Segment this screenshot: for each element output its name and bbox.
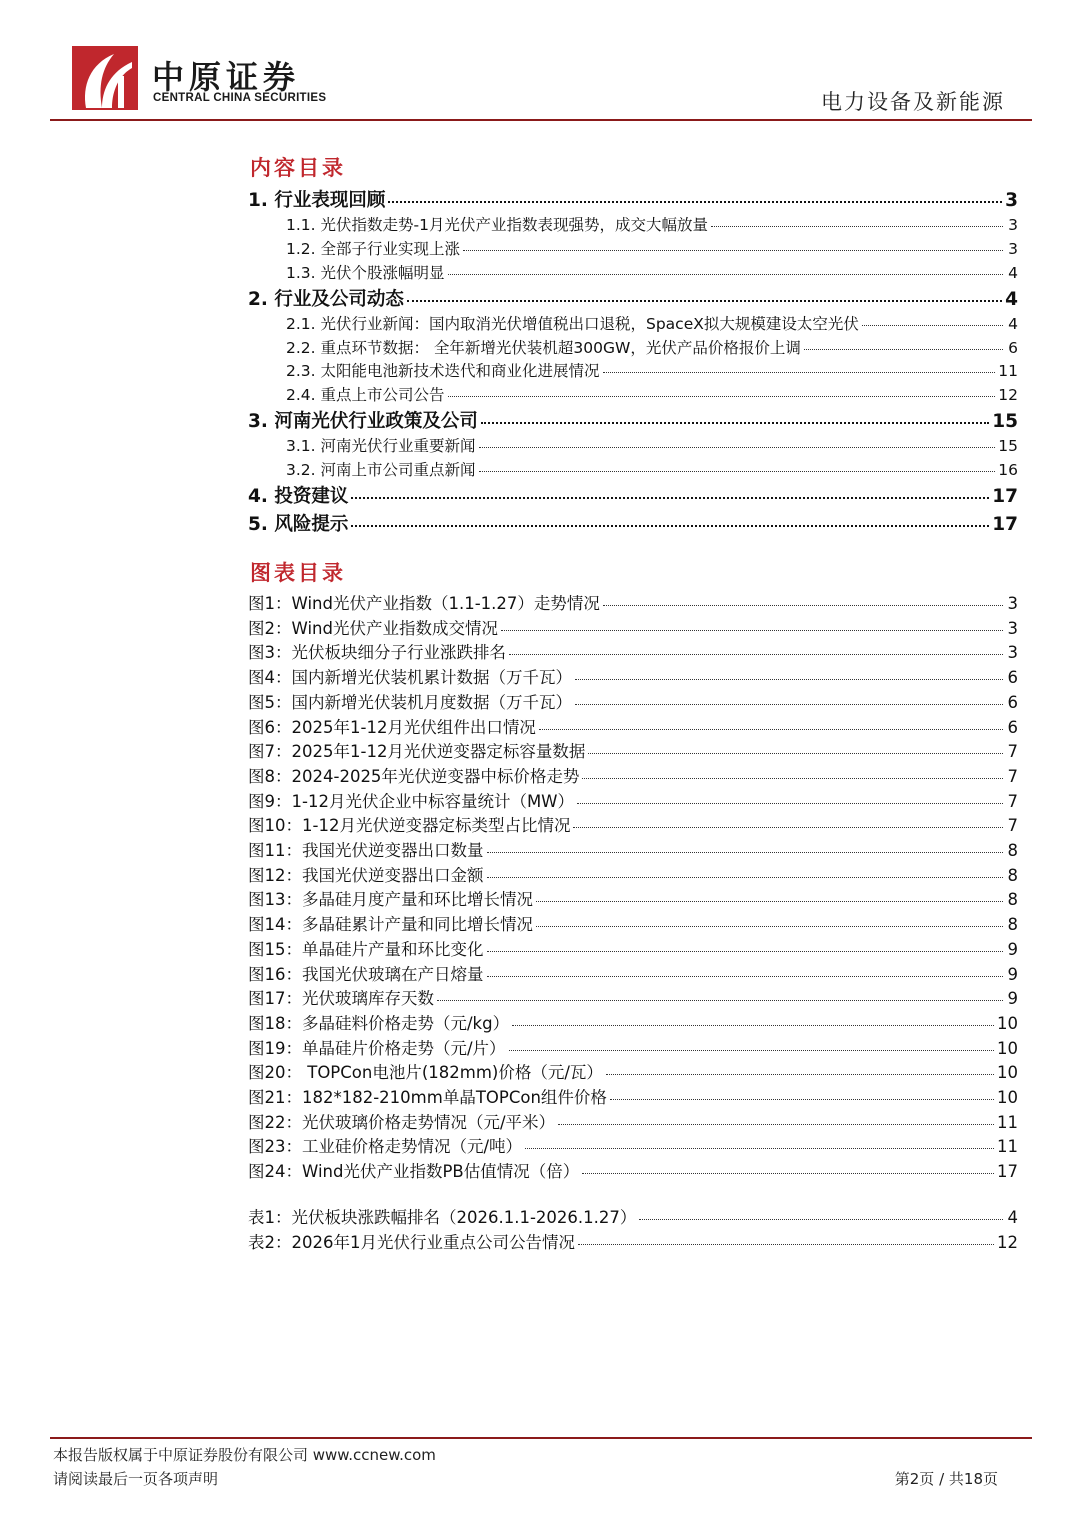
toc-entry-label: 4. 投资建议: [248, 486, 349, 507]
figure-entry-label: 图10：1-12月光伏逆变器定标类型占比情况: [248, 816, 571, 836]
toc-entry-label: 2.2. 重点环节数据： 全年新增光伏装机超300GW，光伏产品价格报价上调: [286, 339, 801, 357]
figure-entry[interactable]: [248, 1035, 1018, 1059]
toc-entry[interactable]: [286, 458, 1018, 480]
toc-entry-page: 16: [998, 461, 1018, 479]
header-divider: [50, 119, 1032, 121]
report-sector: 电力设备及新能源: [821, 90, 1005, 114]
figure-entry-label: 图20： TOPCon电池片(182mm)价格（元/瓦）: [248, 1063, 603, 1083]
toc-entry[interactable]: [248, 510, 1018, 536]
table-entry-page: 12: [997, 1233, 1018, 1252]
leader-dots: [525, 1147, 994, 1149]
toc-entry-label: 2.4. 重点上市公司公告: [286, 386, 445, 404]
figure-entry[interactable]: [248, 1158, 1018, 1182]
figure-entry-label: 图21：182*182-210mm单晶TOPCon组件价格: [248, 1088, 607, 1107]
leader-dots: [448, 395, 996, 397]
leader-dots: [582, 1172, 994, 1174]
figure-entry[interactable]: [248, 590, 1018, 614]
toc-entry-label: 5. 风险提示: [248, 514, 349, 535]
leader-dots: [512, 1024, 994, 1026]
figure-entry[interactable]: [248, 886, 1018, 910]
figure-entry-label: 图3：光伏板块细分子行业涨跌排名: [248, 643, 506, 663]
figure-entry-page: 6: [1007, 692, 1018, 712]
figure-entry-page: 11: [997, 1112, 1018, 1132]
toc-entry-page: 15: [998, 437, 1018, 455]
figure-entry-label: 图7：2025年1-12月光伏逆变器定标容量数据: [248, 742, 586, 762]
leader-dots: [487, 851, 1004, 853]
leader-dots: [539, 728, 1003, 730]
company-logo-chinese: 中原证券: [152, 58, 301, 96]
figure-entry[interactable]: [248, 985, 1018, 1009]
toc-entry-label: 1.2. 全部子行业实现上涨: [286, 240, 461, 258]
leader-dots: [407, 299, 1002, 302]
figure-entry-page: 3: [1007, 643, 1018, 663]
toc-entry[interactable]: [286, 434, 1018, 456]
figure-entry-page: 8: [1007, 865, 1018, 885]
figure-entry-page: 9: [1007, 964, 1018, 984]
toc-entry-label: 3.2. 河南上市公司重点新闻: [286, 461, 476, 479]
toc-entry-label: 1.1. 光伏指数走势-1月光伏产业指数表现强势，成交大幅放量: [286, 216, 708, 234]
leader-dots: [639, 1218, 1003, 1220]
leader-dots: [588, 752, 1003, 754]
toc-entry[interactable]: [286, 359, 1018, 381]
toc-entry-page: 12: [998, 386, 1018, 404]
figure-entry[interactable]: [248, 1059, 1018, 1083]
contents-title: 内容目录: [250, 155, 346, 180]
toc-entry-page: 6: [1008, 339, 1018, 357]
figure-entry-page: 6: [1007, 717, 1018, 737]
figure-entry-label: 图17：光伏玻璃库存天数: [248, 989, 434, 1009]
leader-dots: [610, 1098, 994, 1100]
leader-dots: [862, 324, 1003, 326]
figure-entry-label: 图2：Wind光伏产业指数成交情况: [248, 618, 498, 638]
toc-entry-label: 3. 河南光伏行业政策及公司: [248, 411, 478, 432]
toc-entry-page: 4: [1008, 264, 1018, 282]
figure-entry-label: 图23：工业硅价格走势情况（元/吨）: [248, 1137, 523, 1157]
figure-entry-page: 6: [1007, 668, 1018, 688]
toc-entry[interactable]: [286, 312, 1018, 334]
figure-entry-page: 10: [997, 1063, 1018, 1083]
figure-entry[interactable]: [248, 689, 1018, 713]
toc-entry-page: 3: [1005, 190, 1018, 211]
toc-entry-page: 4: [1008, 315, 1018, 333]
toc-entry-page: 3: [1008, 216, 1018, 234]
figure-entry-page: 11: [997, 1137, 1018, 1157]
figure-entry[interactable]: [248, 911, 1018, 935]
leader-dots: [603, 604, 1003, 606]
figure-entry-label: 图13：多晶硅月度产量和环比增长情况: [248, 890, 533, 910]
figure-entry-page: 7: [1007, 766, 1018, 786]
figure-entry[interactable]: [248, 961, 1018, 985]
figure-entry-label: 图19：单晶硅片价格走势（元/片）: [248, 1038, 506, 1058]
figure-entry-page: 17: [997, 1162, 1018, 1182]
toc-entry[interactable]: [286, 213, 1018, 235]
leader-dots: [558, 1123, 994, 1125]
leader-dots: [509, 653, 1003, 655]
toc-entry[interactable]: [248, 407, 1018, 433]
leader-dots: [479, 446, 996, 448]
toc-entry-label: 2.1. 光伏行业新闻：国内取消光伏增值税出口退税，SpaceX拟大规模建设太空光伏: [286, 315, 859, 333]
leader-dots: [804, 348, 1003, 350]
leader-dots: [578, 1243, 994, 1245]
leader-dots: [536, 925, 1003, 927]
leader-dots: [575, 703, 1003, 705]
figures-title: 图表目录: [250, 560, 346, 585]
leader-dots: [351, 524, 989, 527]
figure-entry-label: 图14：多晶硅累计产量和同比增长情况: [248, 915, 533, 935]
toc-entry-page: 15: [992, 411, 1018, 432]
figure-entry-page: 3: [1007, 618, 1018, 638]
figure-entry[interactable]: [248, 763, 1018, 787]
figure-entry-page: 9: [1007, 939, 1018, 959]
figure-entry-label: 图12：我国光伏逆变器出口金额: [248, 865, 484, 885]
figure-entry-page: 8: [1007, 890, 1018, 910]
toc-entry[interactable]: [286, 336, 1018, 358]
leader-dots: [582, 777, 1003, 779]
toc-entry-page: 3: [1008, 240, 1018, 258]
toc-entry[interactable]: [286, 261, 1018, 283]
figure-entry[interactable]: [248, 664, 1018, 688]
figure-entry-label: 图8：2024-2025年光伏逆变器中标价格走势: [248, 766, 580, 786]
leader-dots: [487, 975, 1004, 977]
figure-entry[interactable]: [248, 1133, 1018, 1157]
figure-entry[interactable]: [248, 862, 1018, 886]
table-entry[interactable]: [248, 1204, 1018, 1228]
figure-entry[interactable]: [248, 812, 1018, 836]
figure-entry[interactable]: [248, 837, 1018, 861]
figure-entry-page: 9: [1007, 989, 1018, 1009]
figure-entry-label: 图24：Wind光伏产业指数PB估值情况（倍）: [248, 1162, 580, 1182]
toc-entry[interactable]: [248, 482, 1018, 508]
figure-entry-label: 图15：单晶硅片产量和环比变化: [248, 939, 484, 959]
leader-dots: [711, 225, 1003, 227]
figure-entry-page: 10: [997, 1038, 1018, 1058]
toc-entry[interactable]: [248, 186, 1018, 212]
leader-dots: [573, 826, 1003, 828]
table-entry-page: 4: [1007, 1208, 1018, 1227]
leader-dots: [448, 273, 1003, 275]
leader-dots: [575, 678, 1003, 680]
leader-dots: [603, 371, 996, 373]
figure-entry[interactable]: [248, 1084, 1018, 1108]
leader-dots: [463, 249, 1003, 251]
leader-dots: [481, 421, 989, 424]
figure-entry-label: 图9：1-12月光伏企业中标容量统计（MW）: [248, 791, 574, 811]
figure-entry-label: 图11：我国光伏逆变器出口数量: [248, 841, 484, 860]
central-china-securities-logo-icon: [72, 46, 138, 110]
table-entry-label: 表2：2026年1月光伏行业重点公司公告情况: [248, 1233, 575, 1252]
leader-dots: [536, 900, 1003, 902]
figure-entry[interactable]: [248, 936, 1018, 960]
company-logo-english: CENTRAL CHINA SECURITIES: [153, 92, 327, 104]
leader-dots: [577, 802, 1003, 804]
toc-entry-label: 1.3. 光伏个股涨幅明显: [286, 264, 445, 282]
figure-entry-page: 7: [1007, 791, 1018, 811]
figure-entry-label: 图1：Wind光伏产业指数（1.1-1.27）走势情况: [248, 594, 600, 613]
toc-entry-label: 2. 行业及公司动态: [248, 289, 404, 310]
figure-entry[interactable]: [248, 639, 1018, 663]
figure-entry-label: 图16：我国光伏玻璃在产日熔量: [248, 964, 484, 984]
figure-entry[interactable]: [248, 615, 1018, 639]
leader-dots: [437, 999, 1003, 1001]
figure-entry-page: 3: [1007, 594, 1018, 613]
figure-entry-label: 图6：2025年1-12月光伏组件出口情况: [248, 717, 536, 737]
table-entry-label: 表1：光伏板块涨跌幅排名（2026.1.1-2026.1.27）: [248, 1208, 637, 1227]
figure-entry[interactable]: [248, 714, 1018, 738]
leader-dots: [388, 200, 1002, 203]
figure-entry-page: 8: [1007, 841, 1018, 860]
toc-entry-label: 2.3. 太阳能电池新技术迭代和商业化进展情况: [286, 362, 600, 380]
toc-entry-page: 4: [1005, 289, 1018, 310]
figure-entry-page: 10: [997, 1088, 1018, 1107]
toc-entry-page: 11: [998, 362, 1018, 380]
leader-dots: [501, 629, 1003, 631]
toc-entry-page: 17: [992, 486, 1018, 507]
figure-entry-page: 10: [997, 1013, 1018, 1033]
leader-dots: [479, 470, 996, 472]
toc-entry-page: 17: [992, 514, 1018, 535]
figure-entry-page: 8: [1007, 915, 1018, 935]
figure-entry[interactable]: [248, 1109, 1018, 1133]
page-number: 第2页 / 共18页: [894, 1470, 998, 1488]
footer-divider: [50, 1437, 1032, 1439]
copyright-notice: 本报告版权属于中原证券股份有限公司 www.ccnew.com: [53, 1446, 436, 1464]
figure-entry-page: 7: [1007, 816, 1018, 836]
figure-entry-label: 图18：多晶硅料价格走势（元/kg）: [248, 1013, 510, 1033]
figure-entry-page: 7: [1007, 742, 1018, 762]
disclaimer-note: 请阅读最后一页各项声明: [53, 1470, 219, 1488]
leader-dots: [487, 950, 1004, 952]
leader-dots: [487, 876, 1004, 878]
toc-entry-label: 3.1. 河南光伏行业重要新闻: [286, 437, 476, 455]
toc-entry-label: 1. 行业表现回顾: [248, 190, 386, 211]
table-entry[interactable]: [248, 1229, 1018, 1253]
toc-entry[interactable]: [286, 383, 1018, 405]
figure-entry[interactable]: [248, 738, 1018, 762]
figure-entry-label: 图22：光伏玻璃价格走势情况（元/平米）: [248, 1112, 556, 1132]
figure-entry[interactable]: [248, 788, 1018, 812]
figure-entry[interactable]: [248, 1010, 1018, 1034]
toc-entry[interactable]: [286, 237, 1018, 259]
leader-dots: [351, 496, 989, 499]
figure-entry-label: 图4：国内新增光伏装机累计数据（万千瓦）: [248, 668, 572, 688]
figure-entry-label: 图5：国内新增光伏装机月度数据（万千瓦）: [248, 692, 572, 712]
toc-entry[interactable]: [248, 285, 1018, 311]
leader-dots: [606, 1073, 994, 1075]
leader-dots: [509, 1049, 994, 1051]
page-header: [0, 0, 1080, 125]
